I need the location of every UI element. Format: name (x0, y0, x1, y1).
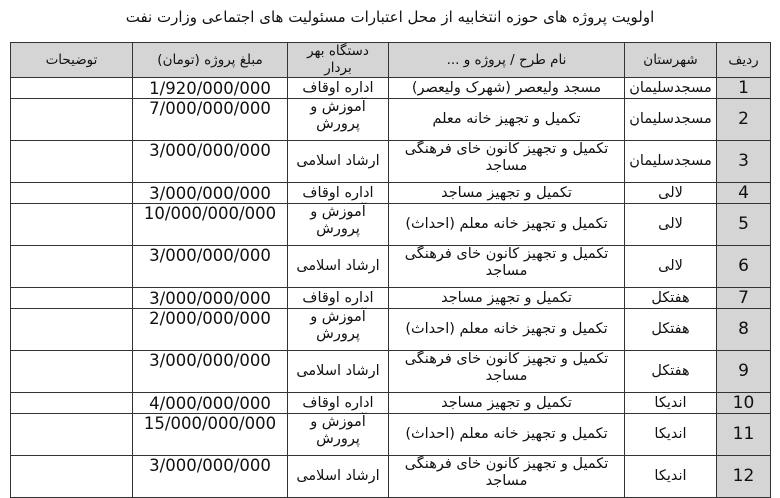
table-row (11, 183, 771, 204)
row-number: 4 (717, 183, 771, 204)
row-number: 7 (717, 288, 771, 309)
notes-cell (11, 99, 133, 141)
amount-cell: 3/000/000/000 (133, 183, 288, 204)
page-title: اولویت پروژه های حوزه انتخابیه از محل اعتبارات مسئولیت های اجتماعی وزارت نفت (125, 8, 655, 26)
row-number: 12 (717, 456, 771, 498)
city-cell: اندیکا (625, 456, 717, 498)
row-number: 11 (717, 414, 771, 456)
notes-cell (11, 141, 133, 183)
amount-cell: 15/000/000/000 (133, 414, 288, 456)
table-row (11, 99, 771, 141)
table-row (11, 246, 771, 288)
table-row (11, 141, 771, 183)
notes-cell (11, 288, 133, 309)
project-cell: تکمیل و تجهیز کانون خای فرهنگی مساجد (389, 351, 625, 393)
table-row (11, 414, 771, 456)
project-cell: تکمیل و تجهیز کانون خای فرهنگی مساجد (389, 456, 625, 498)
notes-cell (11, 456, 133, 498)
agency-cell: آموزش و پرورش (288, 414, 389, 456)
project-cell: تکمیل و تجهیز مساجد (389, 288, 625, 309)
agency-cell: اداره اوقاف (288, 183, 389, 204)
amount-cell: 10/000/000/000 (133, 204, 288, 246)
city-cell: اندیکا (625, 414, 717, 456)
agency-cell: ارشاد اسلامی (288, 246, 389, 288)
agency-cell: آموزش و پرورش (288, 99, 389, 141)
amount-cell: 3/000/000/000 (133, 456, 288, 498)
projects-table (10, 42, 771, 498)
project-cell: تکمیل و تجهیز خانه معلم (احداث) (389, 204, 625, 246)
agency-cell: آموزش و پرورش (288, 204, 389, 246)
agency-cell: ارشاد اسلامی (288, 351, 389, 393)
header-city: شهرستان (625, 43, 717, 78)
amount-cell: 3/000/000/000 (133, 246, 288, 288)
amount-cell: 7/000/000/000 (133, 99, 288, 141)
amount-cell: 1/920/000/000 (133, 78, 288, 99)
header-project: نام طرح / پروژه و ... (389, 43, 625, 78)
notes-cell (11, 183, 133, 204)
agency-cell: ارشاد اسلامی (288, 456, 389, 498)
agency-cell: اداره اوقاف (288, 393, 389, 414)
amount-cell: 3/000/000/000 (133, 288, 288, 309)
notes-cell (11, 414, 133, 456)
header-notes: توضیحات (11, 43, 133, 78)
city-cell: اندیکا (625, 393, 717, 414)
row-number: 10 (717, 393, 771, 414)
agency-cell: اداره اوقاف (288, 288, 389, 309)
amount-cell: 4/000/000/000 (133, 393, 288, 414)
header-row-number: ردیف (717, 43, 771, 78)
city-cell: هفتکل (625, 309, 717, 351)
city-cell: هفتکل (625, 351, 717, 393)
notes-cell (11, 309, 133, 351)
header-agency: دستگاه بهر بردار (288, 43, 389, 78)
city-cell: مسجدسلیمان (625, 141, 717, 183)
table-row (11, 309, 771, 351)
city-cell: لالی (625, 183, 717, 204)
notes-cell (11, 78, 133, 99)
city-cell: لالی (625, 246, 717, 288)
row-number: 5 (717, 204, 771, 246)
row-number: 2 (717, 99, 771, 141)
notes-cell (11, 393, 133, 414)
city-cell: مسجدسلیمان (625, 78, 717, 99)
table-row (11, 393, 771, 414)
city-cell: هفتکل (625, 288, 717, 309)
city-cell: مسجدسلیمان (625, 99, 717, 141)
agency-cell: آموزش و پرورش (288, 309, 389, 351)
header-amount: مبلغ پروژه (تومان) (133, 43, 288, 78)
agency-cell: ارشاد اسلامی (288, 141, 389, 183)
amount-cell: 3/000/000/000 (133, 351, 288, 393)
project-cell: تکمیل و تجهیز خانه معلم (احداث) (389, 414, 625, 456)
row-number: 6 (717, 246, 771, 288)
row-number: 1 (717, 78, 771, 99)
notes-cell (11, 204, 133, 246)
row-number: 9 (717, 351, 771, 393)
notes-cell (11, 246, 133, 288)
table-row (11, 456, 771, 498)
notes-cell (11, 351, 133, 393)
project-cell: تکمیل و تجهیز خانه معلم (389, 99, 625, 141)
project-cell: تکمیل و تجهیز کانون خای فرهنگی مساجد (389, 141, 625, 183)
project-cell: تکمیل و تجهیز مساجد (389, 183, 625, 204)
table-header-row (11, 43, 771, 78)
table-row (11, 204, 771, 246)
table-row (11, 78, 771, 99)
city-cell: لالی (625, 204, 717, 246)
table-row (11, 351, 771, 393)
row-number: 8 (717, 309, 771, 351)
row-number: 3 (717, 141, 771, 183)
project-cell: تکمیل و تجهیز مساجد (389, 393, 625, 414)
project-cell: مسجد ولیعصر (شهرک ولیعصر) (389, 78, 625, 99)
agency-cell: اداره اوقاف (288, 78, 389, 99)
table-row (11, 288, 771, 309)
amount-cell: 3/000/000/000 (133, 141, 288, 183)
project-cell: تکمیل و تجهیز کانون خای فرهنگی مساجد (389, 246, 625, 288)
amount-cell: 2/000/000/000 (133, 309, 288, 351)
project-cell: تکمیل و تجهیز خانه معلم (احداث) (389, 309, 625, 351)
